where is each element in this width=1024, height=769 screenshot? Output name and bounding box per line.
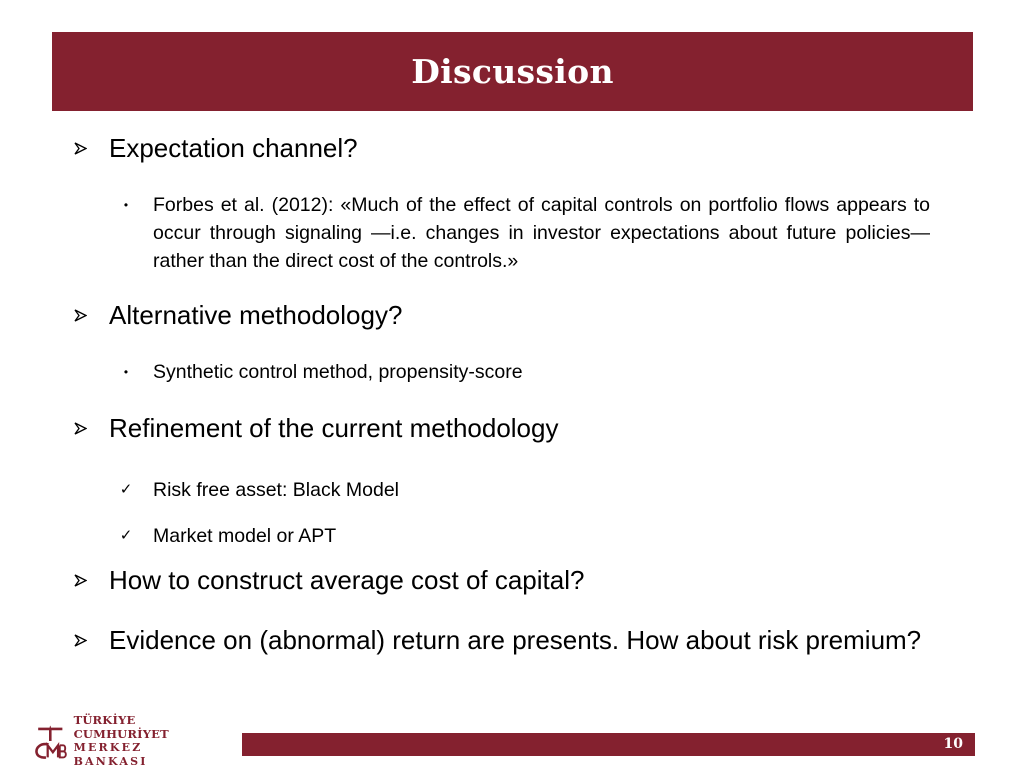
bullet-item: [74, 623, 930, 657]
tcmb-logo-icon: [33, 719, 68, 763]
page-number: 10: [943, 736, 963, 752]
bullet-text: Evidence on (abnormal) return are presents. How about risk premium?: [109, 625, 922, 655]
bullet-item: [74, 563, 930, 597]
bullet-item: [74, 298, 930, 332]
dot-bullet-icon: •: [123, 198, 129, 212]
footer-bar: [242, 733, 975, 756]
bullet-text: Alternative methodology?: [109, 300, 403, 330]
arrow-bullet-icon: [74, 623, 92, 657]
slide-title: Discussion: [411, 52, 614, 91]
bullet-item: [74, 411, 930, 445]
bullet-text: How to construct average cost of capital?: [109, 565, 585, 595]
sub-bullet-text: Synthetic control method, propensity-score: [153, 361, 523, 383]
logo-text: [74, 713, 213, 769]
sub-bullet-item: [118, 191, 930, 275]
sub-bullet-text: Risk free asset: Black Model: [153, 479, 400, 501]
sub-bullet-item: [118, 358, 930, 386]
title-bar: [52, 32, 973, 111]
check-bullet-icon: ✓: [119, 527, 133, 544]
bullet-text: Refinement of the current methodology: [109, 413, 559, 443]
arrow-bullet-icon: [74, 411, 92, 445]
logo-text-line2: MERKEZ BANKASI: [73, 741, 148, 768]
sub-bullet-text: Market model or APT: [153, 525, 337, 547]
arrow-bullet-icon: [74, 563, 92, 597]
sub-bullet-text: Forbes et al. (2012): «Much of the effect of capital controls on portfolio flows appears to occur through signaling —i.e. changes in investor expectations about future policies— rather than the direct cost of the controls.»: [153, 194, 930, 272]
central-bank-logo: [33, 713, 213, 768]
dot-bullet-icon: •: [123, 365, 129, 379]
sub-bullet-item: [118, 476, 930, 504]
bullet-item: [74, 131, 930, 165]
bullet-text: Expectation channel?: [109, 133, 358, 163]
logo-text-line1: TÜRKİYE CUMHURİYET: [73, 713, 169, 741]
arrow-bullet-icon: [74, 131, 92, 165]
sub-bullet-item: [118, 522, 930, 550]
arrow-bullet-icon: [74, 298, 92, 332]
check-bullet-icon: ✓: [119, 481, 133, 498]
